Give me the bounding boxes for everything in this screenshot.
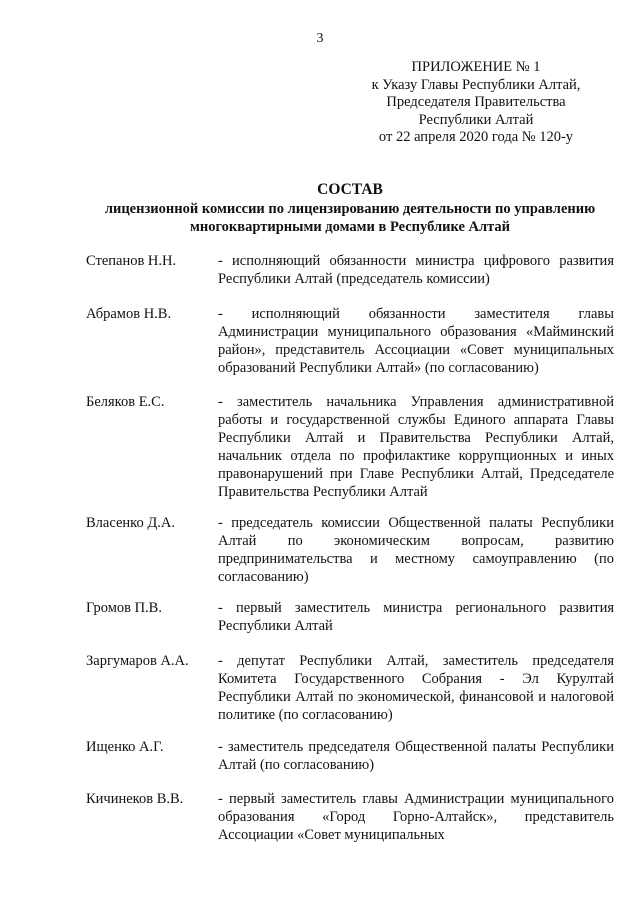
appendix-block [340,59,612,147]
member-name: Беляков Е.С. [86,394,165,410]
member-role: - заместитель председателя Общественной палаты Республики Алтай (по согласованию) [218,739,614,773]
member-name: Абрамов Н.В. [86,306,172,322]
appendix-line-4: Республики Алтай [418,111,534,128]
page-number: 3 [316,31,324,46]
member-role: - первый заместитель главы Администрации муниципального образования «Город Горно-Алтайск», представитель Ассоциации «Совет муниципальных [218,791,614,843]
member-name: Власенко Д.А. [86,515,175,531]
appendix-line-3: Председателя Правительства [386,94,566,110]
document-subtitle: лицензионной комиссии по лицензированию деятельности по управлению многоквартирными домами в Республике Алтай [104,201,596,235]
document-title: СОСТАВ [317,181,383,198]
member-name: Заргумаров А.А. [86,653,189,669]
appendix-line-2: к Указу Главы Республики Алтай, [371,76,581,93]
member-role: - первый заместитель министра регионального развития Республики Алтай [218,600,614,634]
member-role: - председатель комиссии Общественной палаты Республики Алтай по экономическим вопросам, развитию предпринимательства и местному самоуправлению (по согласованию) [218,515,614,585]
member-role: - исполняющий обязанности министра цифрового развития Республики Алтай (председатель комиссии) [218,253,614,287]
member-name: Кичинеков В.В. [86,791,184,807]
member-name: Ищенко А.Г. [86,739,164,755]
appendix-line-5: от 22 апреля 2020 года № 120-у [378,129,574,145]
member-role: - заместитель начальника Управления административной работы и государственной службы Единого аппарата Главы Республики Алтай и Правительства Республики Алтай, начальник отдела по профилактике коррупционных и иных правонарушений при Главе Республики Алтай, Председателе Правительства Республики Алтай [218,394,614,500]
appendix-line-1: ПРИЛОЖЕНИЕ № 1 [411,59,541,75]
member-role: - исполняющий обязанности заместителя главы Администрации муниципального образования «Майминский район», представитель Ассоциации «Совет муниципальных образований Республики Алтай» (по согласованию) [218,306,614,376]
member-name: Степанов Н.Н. [86,253,177,269]
member-role: - депутат Республики Алтай, заместитель председателя Комитета Государственного Собрания - Эл Курултай Республики Алтай по экономической, финансовой и налоговой политике (по согласованию) [218,653,614,723]
member-name: Громов П.В. [86,600,162,616]
